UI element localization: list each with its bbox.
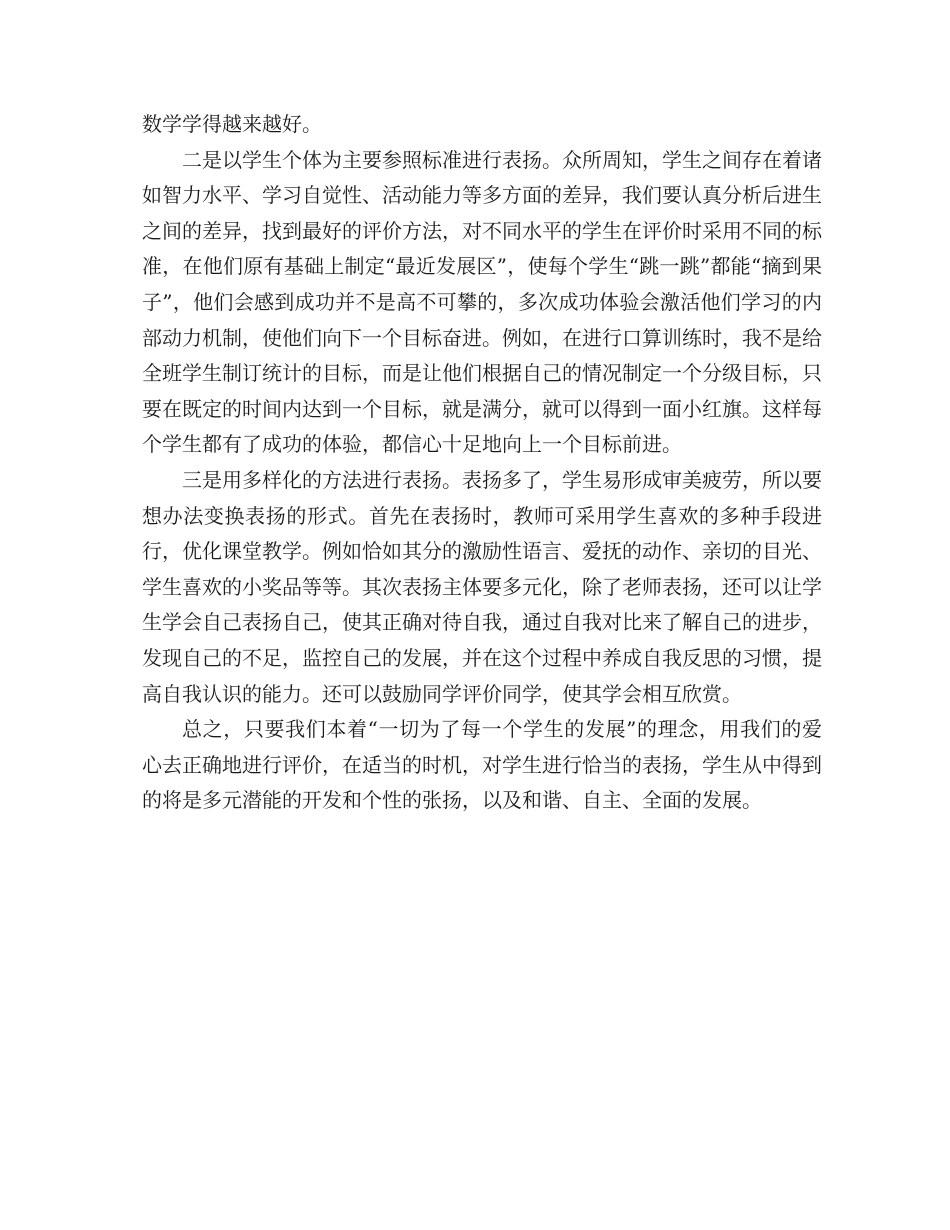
- paragraph-continuation: 数学学得越来越好。: [142, 112, 322, 136]
- paragraph-individual-standard: 二是以学生个体为主要参照标准进行表扬。众所周知，学生之间存在着诸如智力水平、学习自觉性、活动能力等多方面的差异，我们要认真分析后进生之间的差异，找到最好的评价方法，对不同水平的学生在评价时采用不同的标准，在他们原有基础上制定“最近发展区”，使每个学生“跳一跳”都能“摘到果子”，他们会感到成功并不是高不可攀的，多次成功体验会激活他们学习的内部动力机制，使他们向下一个目标奋进。例如，在进行口算训练时，我不是给全班学生制订统计的目标，而是让他们根据自己的情况制定一个分级目标，只要在既定的时间内达到一个目标，就是满分，就可以得到一面小红旗。这样每个学生都有了成功的体验，都信心十足地向上一个目标前进。: [142, 147, 822, 457]
- document-body: [142, 107, 822, 819]
- paragraph-conclusion: 总之，只要我们本着“一切为了每一个学生的发展”的理念，用我们的爱心去正确地进行评价，在适当的时机，对学生进行恰当的表扬，学生从中得到的将是多元潜能的开发和个性的张扬，以及和谐、自主、全面的发展。: [142, 717, 822, 813]
- paragraph-diverse-methods: 三是用多样化的方法进行表扬。表扬多了，学生易形成审美疲劳，所以要想办法变换表扬的形式。首先在表扬时，教师可采用学生喜欢的多种手段进行，优化课堂教学。例如恰如其分的激励性语言、爱抚的动作、亲切的目光、学生喜欢的小奖品等等。其次表扬主体要多元化，除了老师表扬，还可以让学生学会自己表扬自己，使其正确对待自我，通过自我对比来了解自己的进步，发现自己的不足，监控自己的发展，并在这个过程中养成自我反思的习惯，提高自我认识的能力。还可以鼓励同学评价同学，使其学会相互欣赏。: [142, 467, 822, 706]
